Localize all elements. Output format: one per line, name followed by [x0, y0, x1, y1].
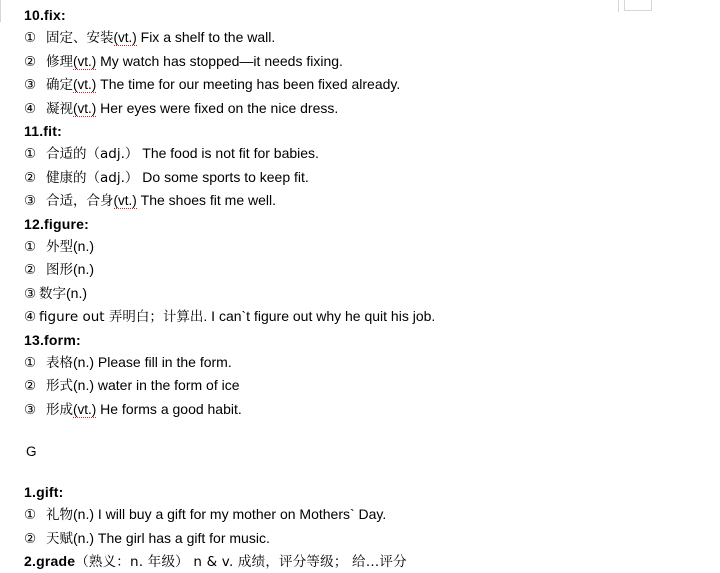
sense-chinese: 外型 — [46, 238, 73, 255]
sense-line — [24, 235, 704, 259]
sense-number: ③ — [24, 285, 37, 301]
sense-example: My watch has stopped—it needs fixing. — [96, 52, 343, 69]
sense-number: ① — [24, 30, 37, 45]
sense-line — [24, 258, 704, 282]
sense-line — [24, 503, 704, 527]
part-of-speech: (vt.) — [113, 30, 137, 45]
part-of-speech: (vt.) — [73, 77, 97, 92]
entry-heading: 13.form: — [24, 331, 81, 348]
sense-chinese: 固定、安装 — [46, 30, 114, 46]
sense-chinese: 表格 — [46, 354, 73, 371]
sense-text — [46, 374, 240, 398]
sense-number: ② — [24, 169, 37, 185]
part-of-speech: (vt.) — [73, 53, 97, 69]
sense-text — [46, 503, 386, 527]
sense-chinese: 合适的（adj.） — [46, 146, 139, 162]
sense-line — [24, 73, 704, 97]
page-edge-mark-left — [0, 0, 1, 22]
sense-number: ③ — [24, 193, 37, 208]
sense-line — [24, 374, 704, 398]
sense-text — [46, 235, 94, 259]
entry-heading: 11.fit: — [24, 123, 62, 139]
sense-example: (n.) — [66, 284, 87, 301]
sense-line — [24, 189, 704, 213]
sense-line — [24, 527, 704, 551]
sense-text — [46, 189, 276, 213]
sense-number: ② — [24, 530, 37, 546]
part-of-speech: (vt.) — [73, 401, 97, 417]
sense-example: . I can`t figure out why he quit his job. — [203, 308, 436, 324]
part-of-speech: (vt.) — [113, 193, 137, 208]
sense-text — [46, 351, 232, 375]
sense-example: (n.) Please fill in the form. — [73, 353, 232, 370]
part-of-speech: (vt.) — [73, 100, 97, 116]
sense-example: Her eyes were fixed on the nice dress. — [96, 99, 339, 116]
sense-chinese: 形成 — [46, 401, 73, 418]
sense-chinese: 形式 — [46, 378, 73, 394]
sense-line — [24, 50, 704, 74]
sense-line — [24, 398, 704, 422]
sense-line — [24, 166, 704, 190]
sense-number: ② — [24, 53, 37, 69]
entry-gloss: （熟义：n. 年级） n & v. 成绩，评分等级； 给…评分 — [75, 554, 407, 570]
sense-number: ④ — [24, 100, 37, 116]
sense-chinese: figure out 弄明白；计算出 — [39, 309, 204, 325]
sense-text — [46, 166, 309, 190]
sense-text — [46, 97, 338, 121]
sense-line — [24, 282, 704, 306]
sense-number: ③ — [24, 401, 37, 417]
sense-example: The time for our meeting has been fixed already. — [96, 76, 401, 92]
sense-example: The food is not fit for babies. — [138, 145, 319, 161]
sense-example: Do some sports to keep fit. — [138, 168, 309, 185]
entry-headword: 2.grade — [24, 553, 76, 569]
sense-number: ① — [24, 507, 37, 522]
sense-example: The shoes fit me well. — [136, 192, 277, 208]
entry-heading: 10.fix: — [24, 7, 66, 23]
sense-example: (n.) — [73, 237, 94, 254]
sense-chinese: 天赋 — [46, 530, 73, 547]
sense-text — [46, 26, 275, 50]
sense-chinese: 健康的（adj.） — [46, 169, 139, 186]
entry-heading: 1.gift: — [24, 484, 64, 500]
sense-text — [46, 398, 242, 422]
sense-chinese: 礼物 — [46, 507, 73, 523]
sense-text — [46, 50, 343, 74]
sense-chinese: 凝视 — [46, 100, 73, 117]
sense-text — [39, 305, 435, 329]
sense-example: (n.) I will buy a gift for my mother on Mothers` Day. — [73, 506, 387, 522]
sense-number: ③ — [24, 77, 37, 92]
sense-number: ② — [24, 262, 37, 277]
entry-heading-partial — [24, 550, 704, 573]
sense-number: ① — [24, 354, 37, 370]
entry-heading: 12.figure: — [24, 215, 90, 232]
sense-example: Fix a shelf to the wall. — [136, 29, 276, 45]
sense-chinese: 修理 — [46, 53, 73, 70]
sense-chinese: 数字 — [39, 285, 66, 302]
sense-text — [46, 142, 319, 166]
sense-number: ① — [24, 238, 37, 254]
sense-example: He forms a good habit. — [96, 400, 242, 417]
sense-text — [46, 258, 94, 282]
sense-line — [24, 305, 704, 329]
sense-number: ② — [24, 378, 37, 393]
sense-chinese: 确定 — [46, 77, 73, 93]
sense-text — [46, 527, 270, 551]
letter-section-heading: G — [26, 444, 37, 459]
sense-chinese: 合适，合身 — [46, 193, 114, 209]
sense-line — [24, 26, 704, 50]
sense-chinese: 图形 — [46, 262, 73, 278]
sense-line — [24, 142, 704, 166]
sense-number: ④ — [24, 309, 37, 324]
sense-line — [24, 351, 704, 375]
sense-text — [39, 282, 87, 306]
sense-example: (n.) The girl has a gift for music. — [73, 529, 270, 546]
sense-number: ① — [24, 146, 37, 161]
sense-line — [24, 97, 704, 121]
document-content — [24, 4, 704, 573]
sense-example: (n.) water in the form of ice — [73, 377, 240, 393]
sense-text — [46, 73, 400, 97]
sense-example: (n.) — [73, 261, 94, 277]
